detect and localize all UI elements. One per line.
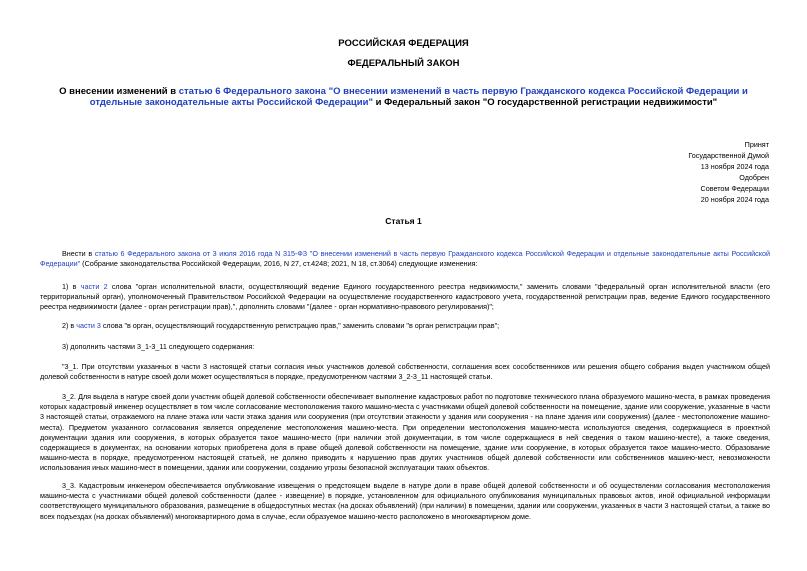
- article-heading: Статья 1: [385, 216, 422, 226]
- law-title: [40, 86, 767, 108]
- intro-suffix: (Собрание законодательства Российской Федерации, 2016, N 27, ст.4248; 2021, N 18, ст.3064) следующие изменения:: [80, 259, 478, 269]
- item-2-prefix: 2) в: [62, 321, 77, 330]
- title-suffix: и Федеральный закон "О государственной регистрации недвижимости": [372, 97, 718, 108]
- intro-link[interactable]: статью 6 Федерального закона от 3 июля 2016 года N 315-ФЗ "О внесении изменений в часть первую Гражданского кодекса Российской Федерации и отдельные законодательные акты Российской Федерации": [40, 249, 770, 269]
- adoption-block: [609, 139, 769, 205]
- item-2-suffix: слова "в орган, осуществляющий государственную регистрацию прав," заменить словами "в орган регистрации прав";: [100, 321, 500, 330]
- adoption-line: 20 ноября 2024 года: [700, 195, 769, 204]
- item-1-prefix: 1) в: [62, 282, 81, 291]
- item-3: 3) дополнить частями 3_1-3_11 следующего содержания:: [62, 342, 255, 351]
- title-link[interactable]: статью 6 Федерального закона "О внесении изменений в часть первую Гражданского кодекса Российской Федерации и отдельные законодательные акты Российской Федерации": [89, 86, 748, 108]
- title-prefix: О внесении изменений в: [59, 86, 179, 97]
- intro-prefix: Внести в: [62, 249, 95, 258]
- item-1: [40, 282, 770, 313]
- adoption-line: Одобрен: [739, 173, 769, 182]
- paragraph-3-3: 3_3. Кадастровым инженером обеспечивается опубликование извещения о предстоящем выделе в натуре доли в праве общей долевой собственности и об осуществлении согласования местоположения машино-места с участниками общей долевой собственности (далее - извещение) в порядке, установленном для официального опубликования муниципальных правовых актов, иной официальной информации соответствующего муниципального образования, размещение в общедоступных местах (на досках объявлений) (при наличии) в помещении, здании или сооружении, указанных в части 3 настоящей статьи, а также во всех подъездах (на досках объявлений) многоквартирного дома в случае, если образуемое машино-место расположено в многоквартирном доме.: [40, 481, 770, 521]
- item-2-link[interactable]: части 3: [76, 321, 101, 330]
- adoption-line: Государственной Думой: [688, 151, 769, 160]
- item-1-suffix: слова "орган исполнительной власти, осуществляющий ведение Единого государственного реестра недвижимости," заменить словами "федеральный орган исполнительной власти (его территориальный орган), уполномоченный Правительством Российской Федерации на осуществление государственного кадастрового учета, государственной регистрации прав, ведение Единого государственного реестра недвижимости (далее - орган регистрации прав),", дополнить словами "(далее - орган нормативно-правового регулирования)";: [40, 282, 770, 312]
- adoption-line: Советом Федерации: [700, 184, 769, 193]
- adoption-line: Принят: [744, 140, 769, 149]
- intro-paragraph: [40, 249, 770, 269]
- law-type-heading: ФЕДЕРАЛЬНЫЙ ЗАКОН: [347, 58, 460, 69]
- adoption-line: 13 ноября 2024 года: [700, 162, 769, 171]
- paragraph-3-1: "3_1. При отсутствии указанных в части 3 настоящей статьи согласия иных участников долевой собственности, соглашения всех сособственников или решения общего собрания выдел участником общей долевой собственности в натуре своей доли может осуществляться в порядке, предусмотренном частями 3_2-3_11 настоящей статьи.: [40, 362, 770, 382]
- paragraph-3-2: 3_2. Для выдела в натуре своей доли участник общей долевой собственности обеспечивает выполнение кадастровых работ по подготовке технического плана образуемого машино-места, в рамках проведения которых кадастровый инженер осуществляет в том числе согласование местоположения такого машино-места с участниками общей долевой собственности на помещение, здание или сооружение, указанные в части 3 настоящей статьи, отражаемого на плане этажа или части этажа здания или сооружения (при отсутствии этажности у здания или сооружения - на плане здания или сооружения) (далее - местоположение машино-места). Предметом указанного согласования является определение местоположения машино-места. При определении местоположения машино-места используются сведения, содержащиеся в проектной документации здания или сооружения, в которых образуется такое машино-место (при наличии этой документации, в том числе содержащиеся в ней сведения о таком машино-месте), а также сведения, содержащиеся в документах, на основании которых приобретена доля в праве общей долевой собственности на помещение, здание или сооружение, в которых образуется такое машино-место. Образование машино-места в порядке, предусмотренном настоящей статьей, не должно приводить к нарушению прав других участников общей долевой собственности или собственников машино-мест, невозможности использования иных машино-мест в помещении, здании или сооружении, созданию угрозы безопасной эксплуатации таких объектов.: [40, 392, 770, 473]
- federation-heading: РОССИЙСКАЯ ФЕДЕРАЦИЯ: [338, 38, 469, 49]
- item-1-link[interactable]: части 2: [80, 282, 108, 291]
- item-2: [40, 321, 770, 331]
